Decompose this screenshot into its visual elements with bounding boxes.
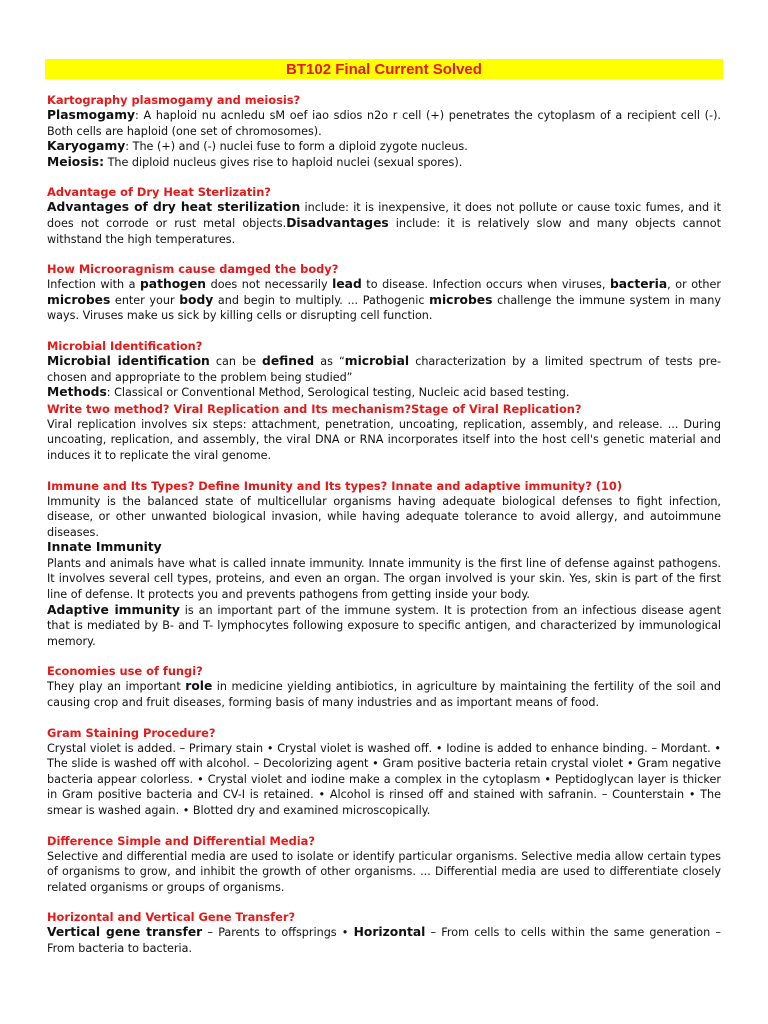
title-banner	[45, 59, 723, 79]
section-plasmogamy	[47, 92, 721, 170]
bold-term: Vertical gene transfer	[47, 925, 203, 940]
question-heading: Kartography plasmogamy and meiosis?	[47, 93, 301, 107]
bold-term: Karyogamy	[47, 139, 126, 154]
question-heading: Horizontal and Vertical Gene Transfer?	[47, 910, 296, 925]
question-heading: Difference Simple and Differential Media?	[47, 833, 315, 848]
paragraph	[47, 139, 721, 155]
paragraph	[47, 385, 721, 401]
paragraph: Selective and differential media are used to isolate or identify particular organisms. Selective media allow certain types of organisms to grow, and inhibit the growth of other organisms. ... Differential media are used to differentiate closely related organisms or groups of organisms.	[47, 849, 721, 894]
question-heading: Immune and Its Types? Define Imunity and Its types? Innate and adaptive immunity? (10)	[47, 478, 623, 493]
bold-term: Disadvantages	[286, 215, 389, 230]
document-title: BT102 Final Current Solved	[286, 61, 482, 78]
text: and begin to multiply. ... Pathogenic	[213, 293, 430, 307]
text: challenge the immune system in many ways. Viruses make us sick by killing cells or disrupting cell function.	[47, 293, 722, 323]
document-body	[47, 92, 721, 957]
section-viral-replication	[47, 401, 721, 464]
text: include: it is inexpensive, it does not pollute or cause toxic fumes, and it does not corrode or rust metal objects.	[47, 201, 721, 230]
text: Infection with a	[47, 278, 140, 292]
question-heading: Advantage of Dry Heat Sterlizatin?	[47, 185, 271, 200]
bold-term: Meiosis:	[47, 154, 105, 169]
question-heading: Economies use of fungi?	[47, 664, 203, 679]
bold-term: bacteria	[609, 277, 668, 292]
bold-term: role	[185, 679, 213, 694]
bold-term: Horizontal	[353, 925, 426, 940]
text: – Parents to offsprings •	[202, 926, 354, 940]
text: They play an important	[47, 680, 186, 694]
section-gene-transfer	[47, 909, 721, 956]
section-microbial-identification	[47, 338, 721, 401]
text: characterization by a limited spectrum of tests pre-chosen and appropriate to the problem being studied”	[47, 354, 721, 384]
bold-term: microbial	[344, 353, 410, 368]
text: to disease. Infection occurs when viruses,	[361, 278, 610, 292]
bold-term: microbes	[429, 292, 493, 307]
bold-term: pathogen	[139, 277, 207, 292]
text: can be	[209, 354, 263, 368]
section-dry-heat	[47, 184, 721, 247]
paragraph	[47, 200, 721, 247]
paragraph: Viral replication involves six steps: attachment, penetration, uncoating, replication, assembly, and release. ... During uncoating, replication, and assembly, the viral DNA or RNA incorporates itself into the host cell's genetic material and induces it to replicate the viral genome.	[47, 417, 721, 462]
text: : The (+) and (-) nuclei fuse to form a diploid zygote nucleus.	[125, 140, 468, 154]
question-heading: Gram Staining Procedure?	[47, 725, 216, 740]
paragraph: Immunity is the balanced state of multicellular organisms having adequate biological defenses to fight infection, disease, or other unwanted biological invasion, while having adequate tolerance to avoid allergy, and autoimmune diseases.	[47, 494, 721, 539]
text: enter your	[110, 293, 180, 307]
text: – From cells to cells within the same generation – From bacteria to bacteria.	[47, 926, 721, 955]
paragraph	[47, 603, 721, 650]
text: , or other	[667, 278, 722, 292]
bold-term: Adaptive immunity	[47, 602, 180, 617]
bold-term: defined	[262, 353, 315, 368]
bold-term: body	[179, 292, 214, 307]
section-gram-staining	[47, 725, 721, 819]
subheading-innate-immunity: Innate Immunity	[47, 540, 162, 555]
section-media	[47, 833, 721, 896]
section-microorganism-damage	[47, 261, 721, 324]
question-heading: How Microoragnism cause damged the body?	[47, 262, 339, 277]
text: : Classical or Conventional Method, Serological testing, Nucleic acid based testing.	[106, 386, 570, 400]
paragraph	[47, 679, 721, 710]
bold-term: Methods	[47, 385, 107, 400]
text: as “	[314, 354, 345, 368]
text: is an important part of the immune system. It is protection from an infectious disease agent that is mediated by B- and T- lymphocytes following exposure to specific antigen, and characterized by immunological memory.	[47, 603, 721, 648]
question-heading: Microbial Identification?	[47, 338, 203, 353]
section-fungi	[47, 663, 721, 710]
bold-term: Plasmogamy	[47, 108, 136, 122]
paragraph	[47, 155, 721, 171]
text: The diploid nucleus gives rise to haploid nuclei (sexual spores).	[104, 155, 463, 169]
text: does not necessarily	[206, 278, 333, 292]
paragraph	[47, 925, 721, 956]
text: in medicine yielding antibiotics, in agriculture by maintaining the fertility of the soil and causing crop and fruit diseases, forming basis of many industries and as important means of food.	[47, 680, 722, 710]
section-immunity	[47, 478, 721, 650]
paragraph	[47, 108, 721, 139]
bold-term: Microbial identification	[47, 353, 210, 368]
text: : A haploid nu acnledu sM oef iao sdios n2o r cell (+) penetrates the cytoplasm of a recipient cell (-). Both cells are haploid (one set of chromosomes).	[47, 109, 721, 138]
paragraph: Plants and animals have what is called innate immunity. Innate immunity is the first line of defense against pathogens. It involves several cell types, proteins, and even an organ. The organ involved is your skin. Yes, skin is part of the first line of defense. It protects you and prevents pathogens from getting inside your body.	[47, 556, 721, 602]
bold-term: Advantages of dry heat sterilization	[47, 200, 301, 215]
paragraph: Crystal violet is added. – Primary stain • Crystal violet is washed off. • Iodine is added to enhance binding. – Mordant. • The slide is washed off with alcohol. – Decolorizing agent • Gram positive bacteria retain crystal violet • Gram negative bacteria appear colorless. • Crystal violet and iodine make a complex in the cytoplasm • Peptidoglycan layer is thicker in Gram positive bacteria and CV-I is retained. • Alcohol is rinsed off and stained with safranin. – Counterstain • The smear is washed again. • Blotted dry and examined microscopically.	[47, 741, 721, 817]
text: include: it is relatively slow and many objects cannot withstand the high temperatures.	[47, 216, 721, 246]
question-heading: Write two method? Viral Replication and Its mechanism?Stage of Viral Replication?	[47, 401, 582, 416]
paragraph	[47, 277, 721, 324]
paragraph	[47, 354, 721, 385]
bold-term: microbes	[47, 292, 111, 307]
bold-term: lead	[332, 277, 362, 292]
